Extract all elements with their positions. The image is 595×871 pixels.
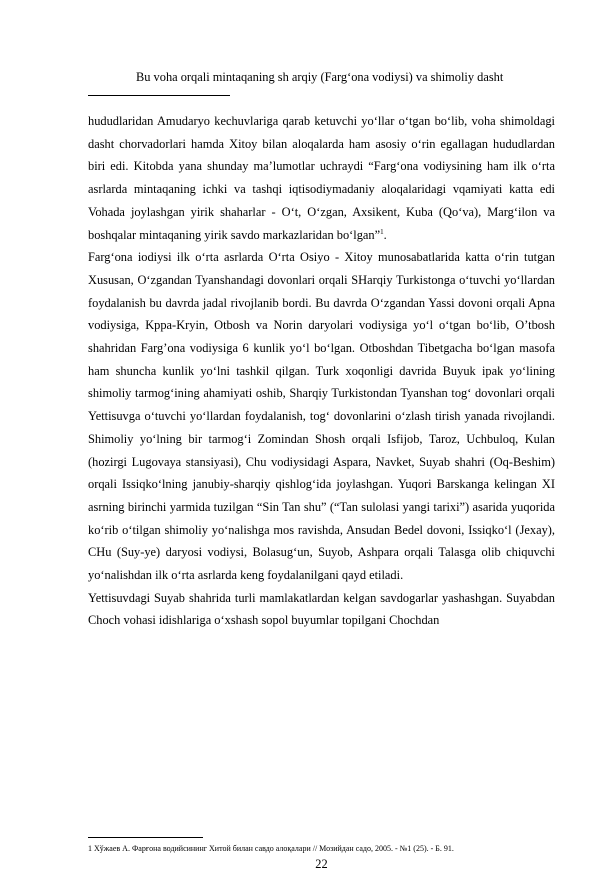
paragraph-tail: . — [383, 227, 387, 242]
paragraph-text: hududlaridan Amudaryo kechuvlariga qarab ketuvchi yo‘llar o‘tgan bo‘lib, voha shimoldagi dasht chorvadorlari hamda Xitoy bilan aloqalarda ham asosiy o‘rin egallagan hududlardan biri edi. Kitobda yana shunday ma’lumotlar uchraydi “Farg‘ona vodiysining ham ilk o‘rta asrlarda mintaqaning ichki va tashqi iqtisodiymadaniy aloqalaridagi vqamiyati katta edi Vohada joylashgan yirik shaharlar - O‘t, O‘zgan, Axsikent, Kuba (Qo‘va), Marg‘ilon va boshqalar mintaqaning yirik savdo markazlaridan bo‘lgan” — [88, 114, 555, 242]
paragraph: Yettisuvdagi Suyab shahrida turli mamlakatlardan kelgan savdogarlar yashashgan. Suyabdan Choch vohasi idishlariga o‘xshash sopol buyumlar topilgani Chochdan — [88, 590, 555, 628]
paragraph — [88, 110, 555, 246]
header-rule — [88, 95, 230, 96]
page-number: 22 — [315, 857, 328, 871]
footnote-marker: 1 — [380, 227, 384, 236]
page-top-line: Bu voha orqali mintaqaning sh arqiy (Farg‘ona vodiysi) va shimoliy dasht — [136, 70, 504, 84]
footnote: 1 Хўжаев А. Фарғона водийсининг Хитой билан савдо алоқалари // Мозийдан садо, 2005. - №1 (25). - Б. 91. — [88, 844, 454, 853]
footnote-rule — [88, 837, 203, 838]
body-text — [88, 110, 555, 632]
paragraph: Farg‘ona iodiysi ilk o‘rta asrlarda O‘rta Osiyo - Xitoy munosabatlarida katta o‘rin tutgan Xususan, O‘zgandan Tyanshandagi dovonlari orqali SHarqiy Turkistonga o‘tuvchi yo‘llardan foydalanish bu davrda jadal rivojlanib bordi. Bu davrda O‘zgandan Yassi dovoni orqali Apna vodiysiga, Kppa-Kryin, Otbosh va Norin daryolari vodiysiga yo‘l o‘tgan bo‘lib, O’tbosh shahridan Farg’ona vodiysiga 6 kunlik yo‘l bo‘lgan. Otboshdan Tibetgacha bo‘lgan masofa ham shuncha kunlik yo‘lni tashkil qilgan. Turk xoqonligi davrida Buyuk ipak yo‘lining shimoliy tarmog‘ining ahamiyati oshib, Sharqiy Turkistondan Tyanshan tog‘ dovonlari orqali Yettisuvga o‘tuvchi yo‘llardan foydalanish, tog‘ dovonlarini o‘zlash tirish yanada rivojlandi. Shimoliy yo‘lning bir tarmog‘i Zomindan Shosh orqali Isfijob, Taroz, Uchbuloq, Kulan (hozirgi Lugovaya stansiyasi), Chu vodiysidagi Aspara, Navket, Suyab shahri (Oq-Beshim) orqali Issiqko‘lning janubiy-sharqiy qishlog‘ida joylashgan. Yuqori Barskanga kelingan XI asrning birinchi yarmida tuzilgan “Sin Tan shu” (“Tan sulolasi yangi tarixi”) asarida yuqorida ko‘rib o‘tilgan shimoliy yo‘nalishga mos ravishda, Ansudan Bedel dovoni, Issiqko‘l (Jexay), CHu (Suy-ye) daryosi vodiysi, Bolasug‘un, Suyob, Ashpara orqali Talasga olib chiquvchi yo‘nalishdan ilk o‘rta asrlarda keng foydalanilgani qayd etiladi. — [88, 250, 555, 583]
document-page — [88, 64, 555, 871]
